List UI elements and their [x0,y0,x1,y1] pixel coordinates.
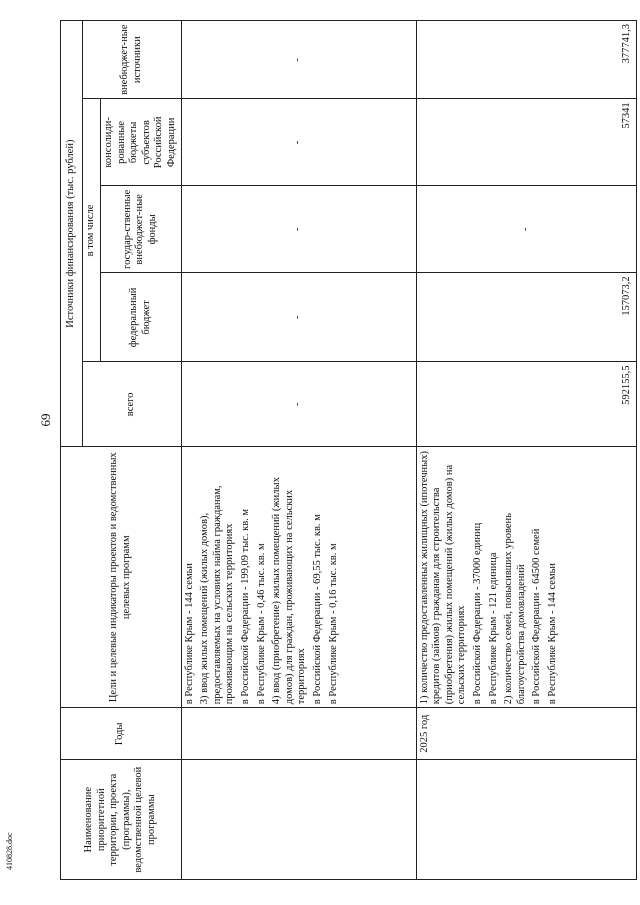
goal-item: 4) ввод (приобретение) жилых помещений (жилых домов) для граждан, проживающих на сельских территориях [271,477,308,705]
header-sources: Источники финансирования (тыс. рублей) [61,21,83,447]
cell-state-funds: - [416,186,636,273]
goal-item: в Российской Федерации - 199,09 тыс. кв. м [239,508,251,705]
goal-item: в Республике Крым - 0,16 тыс. кв. м [327,543,339,705]
header-total: всего [83,362,182,447]
row-year: 2025 год [416,708,636,760]
financing-table-container [60,10,640,880]
header-regional: консолиди-рованные бюджеты субъектов Российской Федерации [101,99,182,186]
header-federal: федеральный бюджет [101,273,182,362]
goal-item: в Республике Крым - 0,46 тыс. кв. м [255,543,267,705]
financing-table [60,20,637,880]
goal-item: 1) количество предоставленных жилищных (ипотечных) кредитов (займов) гражданам для строительства (приобретения) жилых помещений (жилых домов) на сельских территориях [418,451,468,705]
cell-federal: 157073,2 [416,273,636,362]
header-extra: внебюджет-ные источники [83,21,182,99]
row-goals [416,447,636,708]
goal-item: в Республике Крым - 144 семьи [183,562,195,705]
goal-item: в Российской Федерации - 37000 единиц [471,522,483,705]
header-years: Годы [61,708,182,760]
header-name: Наименование приоритетной территории, проекта (программы), ведомственной целевой программы [61,760,182,880]
row-name-cell [416,760,636,880]
cell-federal: - [181,273,416,362]
row-goals [181,447,416,708]
goal-item: 2) количество семей, повысивших уровень благоустройства домовладений [503,513,527,705]
header-state-funds: государ-ственные внебюджет-ные фонды [101,186,182,273]
cell-extra: - [181,21,416,99]
goal-item: в Республике Крым - 121 единица [487,552,499,705]
page-number: 69 [38,413,53,427]
goal-item: 3) ввод жилых помещений (жилых домов), предоставляемых на условиях найма гражданам, проживающим на сельских территориях [199,485,236,705]
cell-regional: - [181,99,416,186]
cell-extra: 377741,3 [416,21,636,99]
table-row [181,21,416,880]
table-row [416,21,636,880]
header-goals: Цели и целевые индикаторы проектов и ведомственных целевых программ [61,447,182,708]
cell-regional: 57341 [416,99,636,186]
goal-item: в Российской Федерации - 69,55 тыс. кв. м [311,514,323,705]
row-name-cell [181,760,416,880]
goal-item: в Республике Крым - 144 семьи [546,562,558,705]
goal-item: в Российской Федерации - 64500 семей [531,528,543,705]
cell-total: 592155,5 [416,362,636,447]
row-year [181,708,416,760]
footer-filename: 410828.doc [5,832,14,870]
cell-state-funds: - [181,186,416,273]
cell-total: - [181,362,416,447]
header-including: в том числе [83,99,101,362]
